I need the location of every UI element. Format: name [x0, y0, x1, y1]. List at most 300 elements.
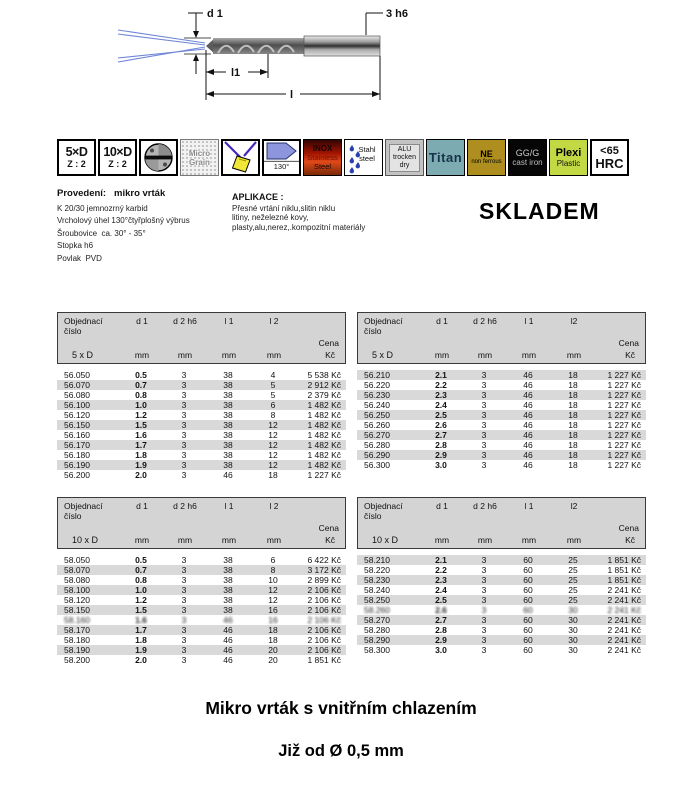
size-class-label: 10 x D: [72, 535, 99, 545]
table-cell: 1 482 Kč: [307, 460, 341, 470]
table-body: [357, 370, 646, 470]
unit-label: mm: [566, 350, 582, 360]
table-cell: 18: [568, 400, 578, 410]
table-cell: 1 851 Kč: [607, 555, 641, 565]
unit-label: mm: [434, 350, 450, 360]
table-cell: 2.9: [435, 450, 447, 460]
table-cell: 46: [223, 615, 233, 625]
table-cell: 58.170: [64, 625, 90, 635]
badge-alu-dry: [385, 139, 424, 176]
table-cell: 2.1: [435, 555, 447, 565]
table-cell: 1 227 Kč: [607, 420, 641, 430]
table-cell: 2 241 Kč: [607, 645, 641, 655]
table-row: [57, 595, 346, 605]
badge-micro-grain: [180, 139, 219, 176]
table-cell: 0.7: [135, 565, 147, 575]
inox-line1: INOX: [312, 144, 333, 153]
table-row: [57, 460, 346, 470]
table-cell: 2.7: [435, 430, 447, 440]
table-cell: 1.8: [135, 635, 147, 645]
table-cell: 30: [568, 645, 578, 655]
table-row: [57, 420, 346, 430]
table-row: [57, 615, 346, 625]
table-cell: 46: [523, 410, 533, 420]
table-row: [57, 575, 346, 585]
table-cell: 30: [568, 615, 578, 625]
currency-label: Kč: [625, 535, 635, 545]
table-cell: 46: [223, 645, 233, 655]
table-cell: 3.0: [435, 645, 447, 655]
size-class-label: 5 x D: [72, 350, 94, 360]
table-row: [57, 645, 346, 655]
unit-label: mm: [134, 535, 150, 545]
table-cell: 3: [481, 645, 487, 655]
table-cell: 2.3: [435, 575, 447, 585]
table-row: [57, 410, 346, 420]
table-cell: 60: [523, 595, 533, 605]
table-cell: 2 241 Kč: [607, 605, 641, 615]
table-cell: 3: [181, 575, 187, 585]
table-cell: 12: [268, 450, 278, 460]
table-cell: 1.5: [135, 605, 147, 615]
table-cell: 46: [523, 390, 533, 400]
table-cell: 2 912 Kč: [307, 380, 341, 390]
table-cell: 3 172 Kč: [307, 565, 341, 575]
table-cell: 2.7: [435, 615, 447, 625]
table-cell: 10: [268, 575, 278, 585]
table-cell: 1 851 Kč: [607, 575, 641, 585]
unit-label: mm: [566, 535, 582, 545]
table-cell: 38: [223, 370, 233, 380]
table-cell: 3: [481, 625, 487, 635]
table-cell: 60: [523, 615, 533, 625]
table-row: [57, 655, 346, 665]
alu-line3: dry: [399, 161, 410, 169]
table-cell: 60: [523, 635, 533, 645]
table-cell: 18: [568, 380, 578, 390]
table-row: [357, 390, 646, 400]
table-cell: 0.5: [135, 370, 147, 380]
drill-cross-section-icon: [142, 141, 175, 174]
table-cell: 2 241 Kč: [607, 585, 641, 595]
table-cell: 38: [223, 460, 233, 470]
table-cell: 56.190: [64, 460, 90, 470]
table-cell: 58.160: [64, 615, 90, 625]
coolant-jet-lines: [118, 30, 205, 62]
unit-label: mm: [266, 350, 282, 360]
non-ferrous-line2: non ferrous: [471, 159, 502, 165]
table-cell: 3: [481, 430, 487, 440]
table-cell: 38: [223, 390, 233, 400]
table-cell: 3: [181, 410, 187, 420]
table-row: [57, 450, 346, 460]
spec-line: Vrcholový úhel 130°čtyřplošný výbrus: [57, 216, 190, 226]
table-cell: 58.230: [364, 575, 390, 585]
table-row: [57, 370, 346, 380]
unit-label: mm: [177, 350, 193, 360]
table-cell: 3.0: [435, 460, 447, 470]
table-cell: 56.290: [364, 450, 390, 460]
table-cell: 2.2: [435, 565, 447, 575]
table-cell: 38: [223, 585, 233, 595]
table-cell: 1 227 Kč: [307, 470, 341, 480]
table-cell: 3: [181, 400, 187, 410]
table-row: [357, 585, 646, 595]
table-cell: 1 227 Kč: [607, 430, 641, 440]
table-cell: 56.070: [64, 380, 90, 390]
column-header-d1: d 1: [436, 501, 448, 511]
table-cell: 3: [181, 420, 187, 430]
unit-label: mm: [221, 535, 237, 545]
badge-5xd-flutes: Z : 2: [67, 158, 86, 169]
table-cell: 3: [481, 575, 487, 585]
table-cell: 3: [181, 555, 187, 565]
product-title: Mikro vrták s vnitřním chlazením: [205, 698, 477, 718]
table-cell: 2 241 Kč: [607, 635, 641, 645]
table-cell: 12: [268, 440, 278, 450]
badge-5xd: [57, 139, 96, 176]
capability-badge-strip: [57, 139, 629, 176]
table-cell: 3: [181, 655, 187, 665]
table-cell: 46: [223, 625, 233, 635]
column-header-d1: d 1: [136, 316, 148, 326]
table-row: [57, 470, 346, 480]
table-cell: 2 241 Kč: [607, 615, 641, 625]
table-cell: 3: [481, 555, 487, 565]
table-cell: 58.190: [64, 645, 90, 655]
column-header-price: Cena: [318, 523, 339, 533]
hardness-line2: HRC: [595, 156, 624, 171]
badge-10xd: [98, 139, 137, 176]
unit-label: mm: [477, 535, 493, 545]
table-cell: 2 241 Kč: [607, 625, 641, 635]
table-cell: 25: [568, 565, 578, 575]
table-row: [57, 625, 346, 635]
table-cell: 3: [481, 390, 487, 400]
badge-non-ferrous: [467, 139, 506, 176]
table-cell: 18: [568, 450, 578, 460]
table-cell: 58.180: [64, 635, 90, 645]
table-cell: 3: [181, 585, 187, 595]
badge-point-angle: [262, 139, 301, 176]
table-row: [357, 400, 646, 410]
table-cell: 2 106 Kč: [307, 635, 341, 645]
table-cell: 1.2: [135, 410, 147, 420]
table-cell: 38: [223, 410, 233, 420]
table-cell: 2.2: [435, 380, 447, 390]
table-cell: 38: [223, 555, 233, 565]
table-cell: 46: [523, 420, 533, 430]
table-cell: 18: [268, 470, 278, 480]
table-cell: 25: [568, 585, 578, 595]
table-cell: 56.240: [364, 400, 390, 410]
table-cell: 38: [223, 380, 233, 390]
table-cell: 58.200: [64, 655, 90, 665]
column-header-d1: d 1: [436, 316, 448, 326]
table-cell: 1 227 Kč: [607, 450, 641, 460]
table-cell: 20: [268, 655, 278, 665]
table-cell: 46: [223, 655, 233, 665]
table-cell: 6: [270, 400, 276, 410]
currency-label: Kč: [325, 535, 335, 545]
badge-plexi-plastic: [549, 139, 588, 176]
table-cell: 60: [523, 585, 533, 595]
table-cell: 3: [181, 430, 187, 440]
table-cell: 58.050: [64, 555, 90, 565]
table-cell: 1 482 Kč: [307, 400, 341, 410]
table-cell: 2.0: [135, 655, 147, 665]
currency-label: Kč: [325, 350, 335, 360]
column-header-d2: d 2 h6: [473, 316, 497, 326]
table-cell: 58.080: [64, 575, 90, 585]
table-cell: 1 227 Kč: [607, 460, 641, 470]
table-cell: 3: [181, 565, 187, 575]
column-header-l2: l2: [570, 501, 578, 511]
table-cell: 3: [181, 625, 187, 635]
table-cell: 2.5: [435, 410, 447, 420]
table-cell: 2 379 Kč: [307, 390, 341, 400]
spec-line: Povlak PVD: [57, 253, 102, 263]
table-cell: 58.290: [364, 635, 390, 645]
table-cell: 30: [568, 605, 578, 615]
table-cell: 38: [223, 575, 233, 585]
table-cell: 16: [268, 615, 278, 625]
spec-title: Provedení: mikro vrták: [57, 188, 166, 199]
table-cell: 56.230: [364, 390, 390, 400]
column-header-d2: d 2 h6: [173, 501, 197, 511]
table-cell: 18: [268, 635, 278, 645]
table-cell: 38: [223, 440, 233, 450]
table-cell: 56.120: [64, 410, 90, 420]
table-cell: 2.4: [435, 400, 447, 410]
badge-10xd-flutes: Z : 2: [108, 158, 127, 169]
table-cell: 46: [523, 370, 533, 380]
table-cell: 0.8: [135, 390, 147, 400]
table-cell: 56.200: [64, 470, 90, 480]
price-table-10xd-right: [357, 497, 646, 655]
table-cell: 3: [481, 565, 487, 575]
column-header-order-number: Objednací číslo: [64, 316, 103, 336]
table-cell: 0.5: [135, 555, 147, 565]
column-header-l2: l2: [570, 316, 578, 326]
table-cell: 38: [223, 430, 233, 440]
table-cell: 1 227 Kč: [607, 400, 641, 410]
table-cell: 56.160: [64, 430, 90, 440]
table-cell: 12: [268, 430, 278, 440]
table-cell: 56.260: [364, 420, 390, 430]
table-cell: 8: [270, 410, 276, 420]
table-cell: 60: [523, 575, 533, 585]
table-cell: 5 538 Kč: [307, 370, 341, 380]
table-cell: 1 227 Kč: [607, 410, 641, 420]
table-row: [357, 615, 646, 625]
table-cell: 8: [270, 565, 276, 575]
micro-grain-line2: Grain: [189, 157, 210, 167]
table-cell: 1 482 Kč: [307, 440, 341, 450]
table-cell: 18: [568, 460, 578, 470]
table-header: [57, 497, 346, 549]
table-cell: 2.1: [435, 370, 447, 380]
table-cell: 46: [523, 380, 533, 390]
cast-iron-line1: GG/G: [515, 148, 540, 158]
column-header-l1: l 1: [524, 501, 534, 511]
column-header-l1: l 1: [224, 501, 234, 511]
dimension-lines: [184, 13, 383, 100]
price-table-5xd-right: [357, 312, 646, 470]
table-header: [357, 312, 646, 364]
column-header-l2: l 2: [269, 316, 279, 326]
table-cell: 56.300: [364, 460, 390, 470]
table-cell: 3: [181, 390, 187, 400]
table-cell: 1.7: [135, 625, 147, 635]
table-cell: 1.0: [135, 585, 147, 595]
column-header-d1: d 1: [136, 501, 148, 511]
table-cell: 58.300: [364, 645, 390, 655]
table-cell: 2 106 Kč: [307, 595, 341, 605]
table-cell: 6 422 Kč: [307, 555, 341, 565]
column-header-order-number: Objednací číslo: [364, 501, 403, 521]
dim-label-l: l: [290, 89, 294, 101]
table-row: [357, 595, 646, 605]
table-cell: 56.080: [64, 390, 90, 400]
table-row: [57, 555, 346, 565]
table-row: [57, 605, 346, 615]
column-header-order-number: Objednací číslo: [64, 501, 103, 521]
table-cell: 38: [223, 595, 233, 605]
size-class-label: 5 x D: [372, 350, 394, 360]
table-row: [357, 440, 646, 450]
table-cell: 2 106 Kč: [307, 605, 341, 615]
table-row: [357, 460, 646, 470]
badge-10xd-label: 10×D: [103, 144, 132, 159]
table-row: [57, 635, 346, 645]
table-row: [357, 370, 646, 380]
table-cell: 18: [568, 440, 578, 450]
table-cell: 2.0: [135, 470, 147, 480]
application-section: [232, 192, 432, 232]
table-cell: 2.8: [435, 625, 447, 635]
table-cell: 1 482 Kč: [307, 420, 341, 430]
table-cell: 3: [481, 450, 487, 460]
table-cell: 1 851 Kč: [307, 655, 341, 665]
table-cell: 3: [181, 440, 187, 450]
dim-label-shank: 3 h6: [386, 8, 409, 20]
spec-section: [57, 188, 232, 265]
table-cell: 3: [481, 635, 487, 645]
badge-max-hardness: [590, 139, 629, 176]
table-cell: 16: [268, 605, 278, 615]
table-row: [357, 450, 646, 460]
unit-label: mm: [134, 350, 150, 360]
stock-label: SKLADEM: [479, 198, 600, 224]
non-ferrous-line1: NE: [480, 149, 493, 159]
table-row: [357, 430, 646, 440]
table-cell: 18: [568, 370, 578, 380]
table-cell: 20: [268, 645, 278, 655]
table-cell: 12: [268, 585, 278, 595]
table-cell: 3: [181, 450, 187, 460]
table-row: [357, 635, 646, 645]
table-header: [357, 497, 646, 549]
unit-label: mm: [177, 535, 193, 545]
table-cell: 4: [270, 370, 276, 380]
table-cell: 2.3: [435, 390, 447, 400]
micro-grain-line1: Micro: [188, 148, 211, 158]
table-cell: 2.4: [435, 585, 447, 595]
table-row: [357, 555, 646, 565]
table-cell: 58.270: [364, 615, 390, 625]
table-cell: 6: [270, 555, 276, 565]
table-cell: 25: [568, 555, 578, 565]
price-table-10xd-left: [57, 497, 346, 665]
table-row: [357, 565, 646, 575]
table-cell: 3: [481, 585, 487, 595]
table-cell: 56.150: [64, 420, 90, 430]
table-cell: 12: [268, 460, 278, 470]
point-angle-icon: [264, 141, 299, 162]
table-cell: 2.5: [435, 595, 447, 605]
table-cell: 56.220: [364, 380, 390, 390]
drill-technical-drawing: [78, 4, 414, 104]
table-cell: 1 482 Kč: [307, 430, 341, 440]
table-cell: 0.7: [135, 380, 147, 390]
table-body: [357, 555, 646, 655]
table-cell: 60: [523, 565, 533, 575]
unit-label: mm: [521, 350, 537, 360]
table-cell: 3: [481, 410, 487, 420]
column-header-l2: l 2: [269, 501, 279, 511]
table-row: [57, 430, 346, 440]
table-cell: 56.280: [364, 440, 390, 450]
table-cell: 1.9: [135, 645, 147, 655]
table-cell: 1 482 Kč: [307, 450, 341, 460]
table-cell: 46: [523, 450, 533, 460]
table-cell: 1 482 Kč: [307, 410, 341, 420]
table-row: [357, 410, 646, 420]
table-cell: 58.120: [64, 595, 90, 605]
table-cell: 1 227 Kč: [607, 440, 641, 450]
table-cell: 56.270: [364, 430, 390, 440]
application-line: Přesné vrtání niklu,slitin niklu: [232, 204, 336, 213]
unit-label: mm: [477, 350, 493, 360]
table-cell: 38: [223, 605, 233, 615]
table-cell: 12: [268, 420, 278, 430]
table-cell: 3: [181, 605, 187, 615]
badge-5xd-label: 5×D: [65, 144, 88, 159]
table-cell: 18: [568, 410, 578, 420]
badge-cast-iron: [508, 139, 547, 176]
table-cell: 60: [523, 625, 533, 635]
application-line: litiny, neželezné kovy,: [232, 213, 309, 223]
table-cell: 46: [523, 430, 533, 440]
alu-line2: trocken: [393, 153, 416, 161]
table-cell: 3: [481, 605, 487, 615]
currency-label: Kč: [625, 350, 635, 360]
application-line: plasty,alu,nerez,.kompozitní materiály: [232, 222, 366, 232]
size-class-label: 10 x D: [372, 535, 399, 545]
inox-line2: Stainless: [307, 153, 338, 162]
table-cell: 58.280: [364, 625, 390, 635]
point-angle-label: 130°: [273, 162, 290, 171]
table-cell: 58.070: [64, 565, 90, 575]
table-row: [357, 380, 646, 390]
table-cell: 2 241 Kč: [607, 595, 641, 605]
table-cell: 1.6: [135, 615, 147, 625]
table-cell: 3: [481, 460, 487, 470]
table-row: [57, 380, 346, 390]
table-cell: 3: [181, 470, 187, 480]
badge-pvd-coating: [221, 139, 260, 176]
